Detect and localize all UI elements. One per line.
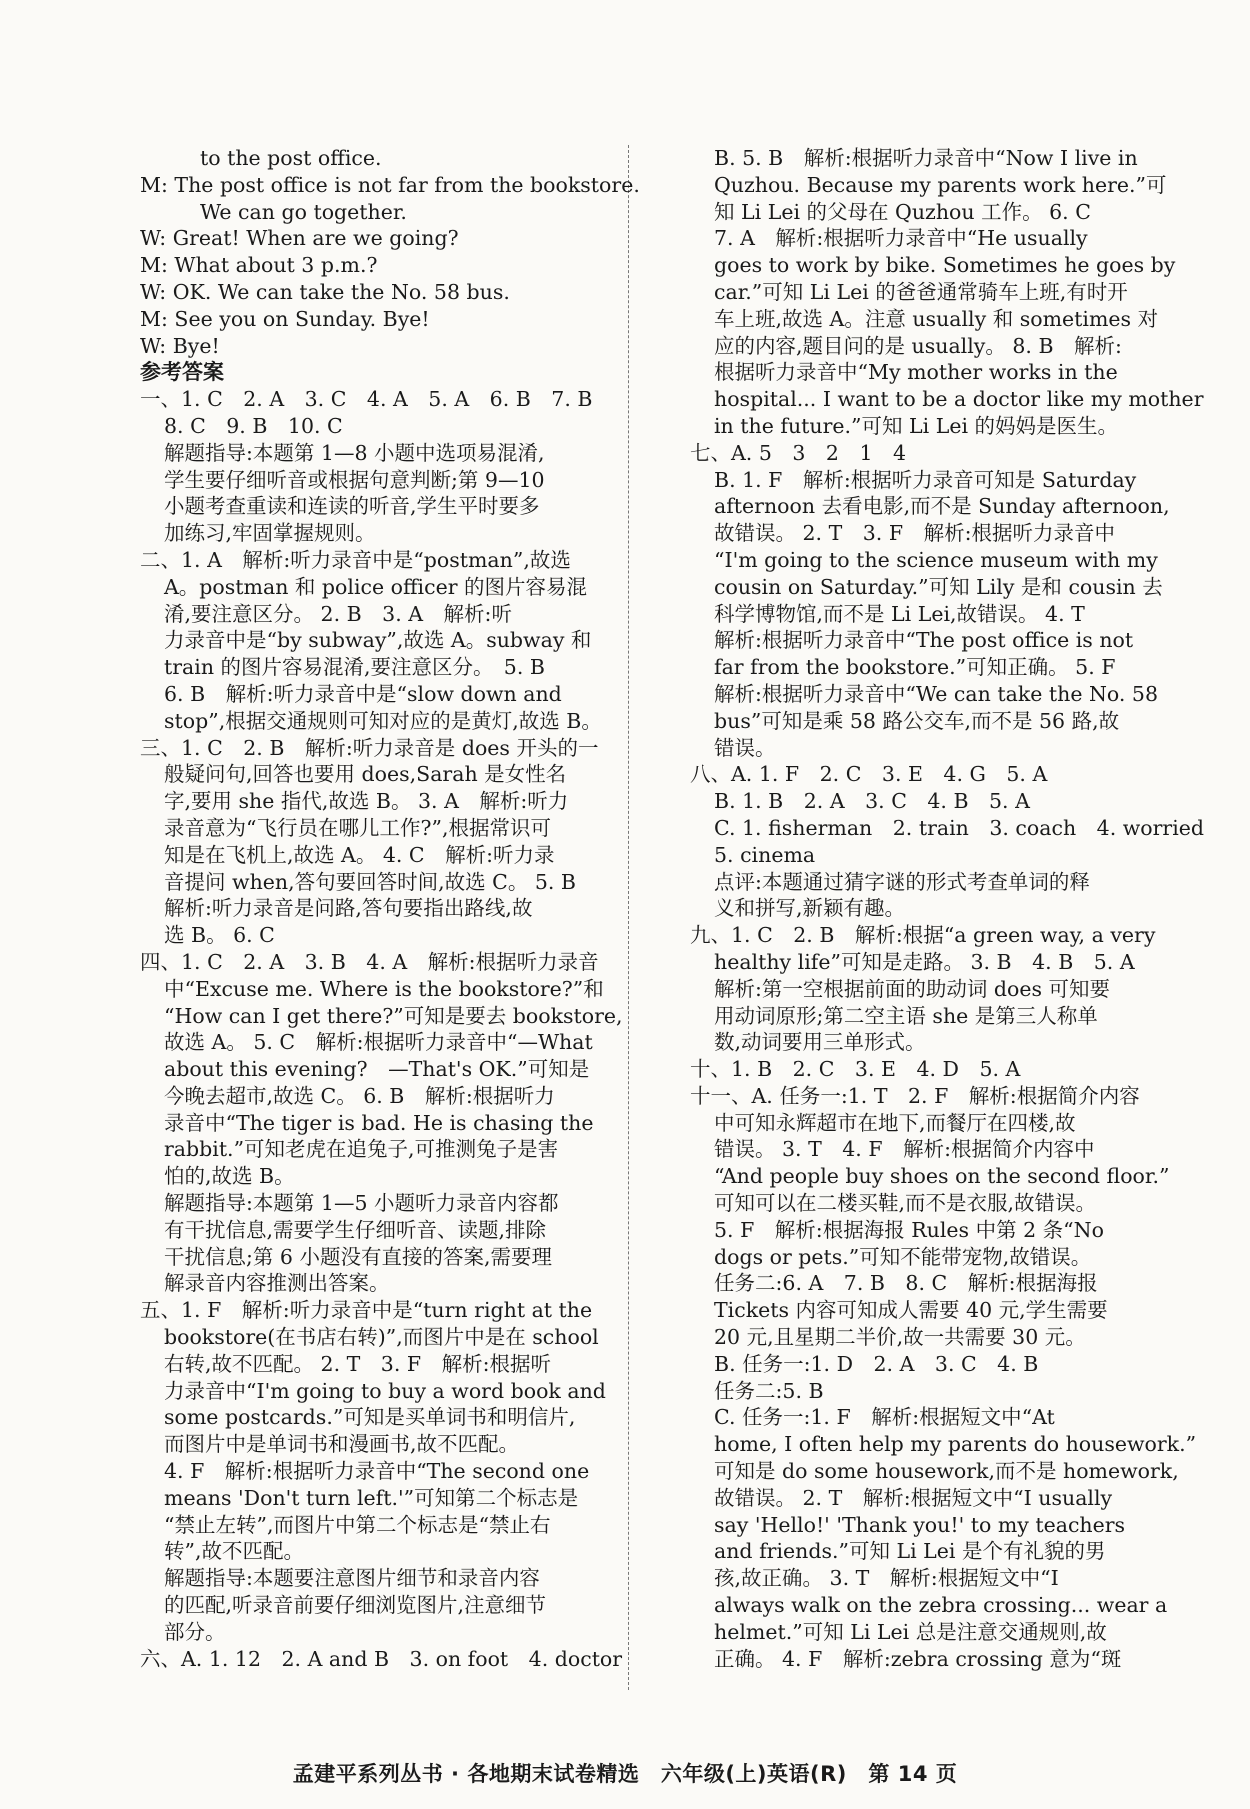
text-line: 字,要用 she 指代,故选 B。 3. A 解析:听力 <box>164 789 569 814</box>
text-line: some postcards.”可知是买单词书和明信片, <box>164 1405 576 1430</box>
text-line: and friends.”可知 Li Lei 是个有礼貌的男 <box>714 1539 1106 1564</box>
text-line: 录音意为“飞行员在哪儿工作?”,根据常识可 <box>164 815 551 840</box>
text-line: M: What about 3 p.m.? <box>140 253 378 278</box>
text-line: 车上班,故选 A。注意 usually 和 sometimes 对 <box>714 306 1159 331</box>
text-line: “How can I get there?”可知是要去 bookstore, <box>164 1003 623 1028</box>
text-line: 数,动词要用三单形式。 <box>714 1030 926 1055</box>
text-line: A。postman 和 police officer 的图片容易混 <box>164 574 588 599</box>
text-line: bus”可知是乘 58 路公交车,而不是 56 路,故 <box>714 708 1120 733</box>
text-line: 5. cinema <box>714 842 816 867</box>
text-line: 根据听力录音中“My mother works in the <box>714 360 1118 385</box>
text-line: W: OK. We can take the No. 58 bus. <box>140 279 510 304</box>
text-line: 十、1. B 2. C 3. E 4. D 5. A <box>690 1057 1021 1082</box>
text-line: 四、1. C 2. A 3. B 4. A 解析:根据听力录音 <box>140 949 599 974</box>
text-line: 二、1. A 解析:听力录音中是“postman”,故选 <box>140 547 571 572</box>
text-line: M: See you on Sunday. Bye! <box>140 306 430 331</box>
text-line: 可知是 do some housework,而不是 homework, <box>714 1459 1179 1484</box>
text-line: 九、1. C 2. B 解析:根据“a green way, a very <box>690 923 1156 948</box>
text-line: 五、1. F 解析:听力录音中是“turn right at the <box>140 1298 593 1323</box>
text-line: B. 1. B 2. A 3. C 4. B 5. A <box>714 789 1030 814</box>
text-line: 故错误。 2. T 解析:根据短文中“I usually <box>714 1485 1113 1510</box>
text-line: 科学博物馆,而不是 Li Lei,故错误。 4. T <box>714 601 1085 626</box>
text-line: 力录音中“I'm going to buy a word book and <box>164 1378 606 1403</box>
text-line: W: Great! When are we going? <box>140 226 459 251</box>
text-line: 8. C 9. B 10. C <box>164 413 343 438</box>
text-line: bookstore(在书店右转)”,而图片中是在 school <box>164 1325 599 1350</box>
text-line: 任务二:6. A 7. B 8. C 解析:根据海报 <box>714 1271 1098 1296</box>
text-line: M: The post office is not far from the bookstore. <box>140 172 640 197</box>
text-line: 解析:根据听力录音中“We can take the No. 58 <box>714 681 1159 706</box>
text-line: 7. A 解析:根据听力录音中“He usually <box>714 226 1088 251</box>
text-line: 故错误。 2. T 3. F 解析:根据听力录音中 <box>714 521 1115 546</box>
text-line: means 'Don't turn left.'”可知第二个标志是 <box>164 1485 579 1510</box>
text-line: 中可知永辉超市在地下,而餐厅在四楼,故 <box>714 1110 1076 1135</box>
text-line: “And people buy shoes on the second floor.” <box>714 1164 1170 1189</box>
text-line: 解题指导:本题第 1—5 小题听力录音内容都 <box>164 1191 559 1216</box>
text-line: 干扰信息;第 6 小题没有直接的答案,需要理 <box>164 1244 552 1269</box>
text-line: 学生要仔细听音或根据句意判断;第 9—10 <box>164 467 545 492</box>
text-line: 十一、A. 任务一:1. T 2. F 解析:根据简介内容 <box>690 1083 1140 1108</box>
text-line: 义和拼写,新颖有趣。 <box>714 896 906 921</box>
text-line: 错误。 3. T 4. F 解析:根据简介内容中 <box>714 1137 1095 1162</box>
text-line: 应的内容,题目问的是 usually。 8. B 解析: <box>714 333 1122 358</box>
text-line: “I'm going to the science museum with my <box>714 547 1158 572</box>
text-line: 解析:根据听力录音中“The post office is not <box>714 628 1134 653</box>
text-line: 6. B 解析:听力录音中是“slow down and <box>164 681 562 706</box>
text-line: 加练习,牢固掌握规则。 <box>164 521 376 546</box>
text-line: 七、A. 5 3 2 1 4 <box>690 440 907 465</box>
text-line: goes to work by bike. Sometimes he goes by <box>714 253 1176 278</box>
text-line: 一、1. C 2. A 3. C 4. A 5. A 6. B 7. B <box>140 387 593 412</box>
text-line: 般疑问句,回答也要用 does,Sarah 是女性名 <box>164 762 567 787</box>
text-line: train 的图片容易混淆,要注意区分。 5. B <box>164 655 545 680</box>
text-line: B. 1. F 解析:根据听力录音可知是 Saturday <box>714 467 1137 492</box>
text-line: 可知可以在二楼买鞋,而不是衣服,故错误。 <box>714 1191 1097 1216</box>
text-line: 三、1. C 2. B 解析:听力录音是 does 开头的一 <box>140 735 599 760</box>
text-line: 而图片中是单词书和漫画书,故不匹配。 <box>164 1432 520 1457</box>
text-line: to the post office. <box>200 146 382 170</box>
text-line: 解录音内容推测出答案。 <box>164 1271 390 1296</box>
text-line: 解题指导:本题要注意图片细节和录音内容 <box>164 1566 540 1591</box>
text-line: 音提问 when,答句要回答时间,故选 C。 5. B <box>164 869 576 894</box>
text-line: 的匹配,听录音前要仔细浏览图片,注意细节 <box>164 1593 547 1618</box>
text-line: C. 1. fisherman 2. train 3. coach 4. worried <box>714 815 1205 840</box>
text-line: 知是在飞机上,故选 A。 4. C 解析:听力录 <box>164 842 555 867</box>
text-line: B. 5. B 解析:根据听力录音中“Now I live in <box>714 146 1138 170</box>
text-line: cousin on Saturday.”可知 Lily 是和 cousin 去 <box>714 574 1163 599</box>
text-line: 转”,故不匹配。 <box>164 1539 304 1564</box>
text-line: “禁止左转”,而图片中第二个标志是“禁止右 <box>164 1512 551 1537</box>
text-line: 解析:听力录音是问路,答句要指出路线,故 <box>164 896 533 921</box>
text-line: stop”,根据交通规则可知对应的是黄灯,故选 B。 <box>164 708 602 733</box>
section-heading: 参考答案 <box>140 359 224 385</box>
text-line: healthy life”可知是走路。 3. B 4. B 5. A <box>714 949 1135 974</box>
text-line: 用动词原形;第二空主语 she 是第三人称单 <box>714 1003 1098 1028</box>
text-line: 孩,故正确。 3. T 解析:根据短文中“I <box>714 1566 1059 1591</box>
text-line: 4. F 解析:根据听力录音中“The second one <box>164 1459 590 1484</box>
text-line: W: Bye! <box>140 333 220 358</box>
text-line: Quzhou. Because my parents work here.”可 <box>714 172 1167 197</box>
text-line: 八、A. 1. F 2. C 3. E 4. G 5. A <box>690 762 1048 787</box>
text-line: 小题考查重读和连读的听音,学生平时要多 <box>164 494 540 519</box>
text-line: 选 B。 6. C <box>164 923 275 948</box>
text-line: hospital... I want to be a doctor like my mother <box>714 387 1204 412</box>
text-line: in the future.”可知 Li Lei 的妈妈是医生。 <box>714 413 1119 438</box>
text-line: Tickets 内容可知成人需要 40 元,学生需要 <box>714 1298 1108 1323</box>
right-column <box>690 145 1210 1672</box>
text-line: 今晚去超市,故选 C。 6. B 解析:根据听力 <box>164 1083 555 1108</box>
text-line: 淆,要注意区分。 2. B 3. A 解析:听 <box>164 601 512 626</box>
text-line: car.”可知 Li Lei 的爸爸通常骑车上班,有时开 <box>714 279 1128 304</box>
text-line: about this evening? —That's OK.”可知是 <box>164 1057 590 1082</box>
text-line: 正确。 4. F 解析:zebra crossing 意为“斑 <box>714 1646 1122 1671</box>
text-line: always walk on the zebra crossing... wear a <box>714 1593 1168 1618</box>
text-line: rabbit.”可知老虎在追兔子,可推测兔子是害 <box>164 1137 559 1162</box>
text-line: 20 元,且星期二半价,故一共需要 30 元。 <box>714 1325 1086 1350</box>
text-line: say 'Hello!' 'Thank you!' to my teachers <box>714 1512 1126 1537</box>
text-line: 解题指导:本题第 1—8 小题中选项易混淆, <box>164 440 545 465</box>
text-line: We can go together. <box>200 199 407 224</box>
text-line: helmet.”可知 Li Lei 总是注意交通规则,故 <box>714 1619 1107 1644</box>
text-line: 5. F 解析:根据海报 Rules 中第 2 条“No <box>714 1217 1104 1242</box>
text-line: home, I often help my parents do housework.” <box>714 1432 1197 1457</box>
text-line: 任务二:5. B <box>714 1378 824 1403</box>
text-line: 错误。 <box>714 735 776 760</box>
text-line: 怕的,故选 B。 <box>164 1164 295 1189</box>
text-line: afternoon 去看电影,而不是 Sunday afternoon, <box>714 494 1170 519</box>
left-column <box>140 145 660 1672</box>
text-line: 中“Excuse me. Where is the bookstore?”和 <box>164 976 604 1001</box>
text-line: 有干扰信息,需要学生仔细听音、读题,排除 <box>164 1217 547 1242</box>
text-line: B. 任务一:1. D 2. A 3. C 4. B <box>714 1351 1039 1376</box>
text-line: dogs or pets.”可知不能带宠物,故错误。 <box>714 1244 1092 1269</box>
text-line: 故选 A。 5. C 解析:根据听力录音中“—What <box>164 1030 593 1055</box>
text-line: far from the bookstore.”可知正确。 5. F <box>714 655 1116 680</box>
text-line: 右转,故不匹配。 2. T 3. F 解析:根据听 <box>164 1351 551 1376</box>
text-line: 部分。 <box>164 1619 226 1644</box>
text-line: 点评:本题通过猜字谜的形式考查单词的释 <box>714 869 1090 894</box>
text-line: C. 任务一:1. F 解析:根据短文中“At <box>714 1405 1055 1430</box>
text-line: 解析:第一空根据前面的助动词 does 可知要 <box>714 976 1111 1001</box>
text-line: 录音中“The tiger is bad. He is chasing the <box>164 1110 594 1135</box>
text-line: 知 Li Lei 的父母在 Quzhou 工作。 6. C <box>714 199 1091 224</box>
text-line: 力录音中是“by subway”,故选 A。subway 和 <box>164 628 592 653</box>
page-footer: 孟建平系列丛书 · 各地期末试卷精选 六年级(上)英语(R) 第 14 页 <box>292 1762 958 1786</box>
text-line: 六、A. 1. 12 2. A and B 3. on foot 4. doctor <box>140 1646 623 1671</box>
